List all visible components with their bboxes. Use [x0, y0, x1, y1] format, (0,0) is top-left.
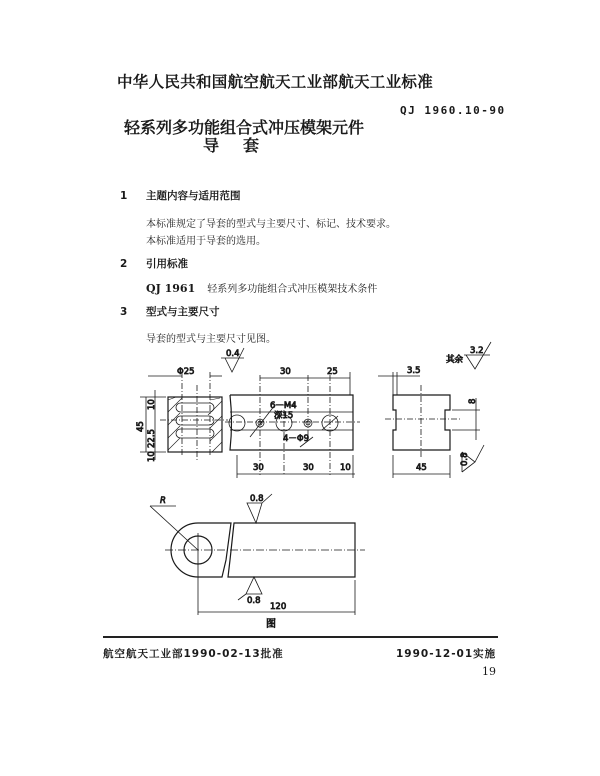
page-number: 19 — [482, 665, 496, 678]
dim-radius: R — [160, 496, 166, 506]
roughness-0.4: 0.4 — [226, 349, 240, 359]
issuing-organization: 中华人民共和国航空航天工业部航天工业标准 — [117, 73, 434, 91]
document-title: 轻系列多功能组合式冲压模架元件 — [124, 118, 365, 137]
roughness-top-0.8: 0.8 — [250, 494, 264, 504]
depth-annotation: 深15 — [274, 411, 294, 421]
roughness-side-0.8: 0.8 — [460, 452, 470, 466]
section-1-paragraph-1: 本标准规定了导套的型式与主要尺寸、标记、技术要求。 — [146, 219, 396, 230]
effective-date: 1990-12-01实施 — [396, 648, 497, 660]
section-1-paragraph-2: 本标准适用于导套的选用。 — [146, 236, 266, 247]
dim-8: 8 — [468, 398, 478, 404]
roughness-other-label: 其余 — [446, 355, 464, 365]
dim-30-a: 30 — [253, 463, 264, 473]
section-3-heading: 3 型式与主要尺寸 — [120, 306, 220, 318]
dim-10-bottom-left: 10 — [147, 451, 157, 462]
section-1-heading: 1 主题内容与适用范围 — [120, 190, 241, 202]
holes-annotation: 4－Φ9 — [283, 434, 310, 444]
figure-caption: 图 — [266, 619, 276, 630]
document-subtitle: 导套 — [203, 136, 284, 155]
roughness-bottom-0.8: 0.8 — [247, 596, 261, 606]
section-2-heading: 2 引用标准 — [120, 258, 188, 270]
dim-10-bottom: 10 — [340, 463, 351, 473]
footer-divider — [103, 636, 498, 638]
approval-date: 航空航天工业部1990-02-13批准 — [103, 648, 284, 660]
dim-30-b: 30 — [303, 463, 314, 473]
dim-22.5: 22.5 — [147, 429, 157, 448]
dim-120: 120 — [270, 602, 287, 612]
dim-phi25: Φ25 — [177, 367, 195, 377]
dim-25-top: 25 — [327, 367, 338, 377]
thread-annotation: 6－M4 — [270, 401, 297, 411]
dim-45-left: 45 — [136, 421, 146, 432]
dim-10-left: 10 — [147, 399, 157, 410]
reference-standard: QJ 1961 轻系列多功能组合式冲压模架技术条件 — [146, 282, 378, 295]
section-3-paragraph: 导套的型式与主要尺寸见图。 — [146, 334, 276, 345]
roughness-3.2: 3.2 — [470, 346, 484, 356]
dim-45-right: 45 — [416, 463, 427, 473]
dim-30-top: 30 — [280, 367, 291, 377]
standard-code: QJ 1960.10-90 — [400, 104, 506, 117]
dim-3.5: 3.5 — [407, 366, 421, 376]
